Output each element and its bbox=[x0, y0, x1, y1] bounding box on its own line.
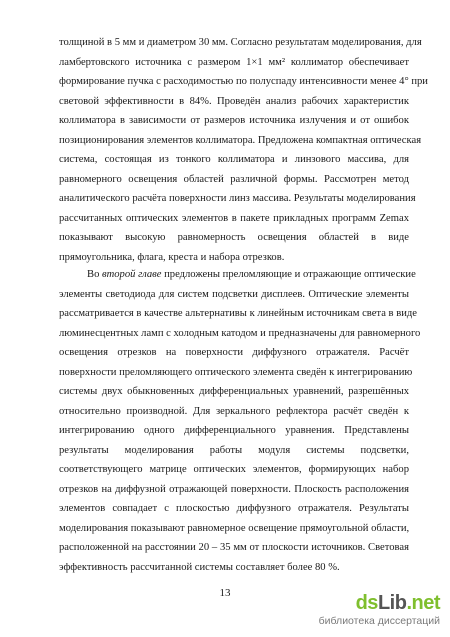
watermark-logo[interactable] bbox=[356, 592, 440, 615]
text-line: формирование пучка с расходимостью по полуспаду интенсивности менее 4° при bbox=[59, 76, 428, 87]
text-line: элементы светодиода для систем подсветки дисплеев. Оптические элементы bbox=[59, 288, 409, 300]
text-line: коллиматора в зависимости от размеров источника излучения и от ошибок bbox=[59, 115, 409, 126]
italic-run: второй главе bbox=[102, 269, 162, 280]
paragraph-1 bbox=[59, 33, 428, 267]
text-line: аналитического расчёта поверхности линз массива. Результаты моделирования bbox=[59, 193, 416, 204]
text-line: люминесцентных ламп с холодным катодом и предназначены для равномерного bbox=[59, 327, 421, 339]
text-line: освещения отрезков на поверхности диффузного отражателя. Расчёт bbox=[59, 347, 409, 358]
text-line: интегрированию одного дифференциального уравнения. Представлены bbox=[59, 425, 409, 436]
text-line-first bbox=[59, 265, 416, 285]
text-line: результаты моделирования работы модуля системы подсветки, bbox=[59, 444, 409, 456]
text-line: поверхности преломляющего оптического элемента сведён к интегрированию bbox=[59, 366, 413, 378]
text-line: рассматривается в качестве альтернативы к линейным источникам света в виде bbox=[59, 308, 417, 319]
text-line: толщиной в 5 мм и диаметром 30 мм. Согласно результатам моделирования, для bbox=[59, 37, 422, 48]
logo-lib: Lib bbox=[377, 592, 407, 614]
logo-ds: ds bbox=[355, 592, 378, 614]
watermark-subtitle: библиотека диссертаций bbox=[318, 615, 440, 627]
text-line: моделирования показывают равномерное освещение прямоугольной области, bbox=[59, 522, 410, 534]
text-line: относительно производной. Для зеркального рефлектора расчёт сведён к bbox=[59, 405, 409, 417]
text-run: предложены преломляющие и отражающие оптические bbox=[161, 269, 416, 280]
text-line: элементов совпадает с плоскостью диффузного отражателя. Результаты bbox=[59, 503, 409, 514]
text-line: отрезков на диффузной отражающей поверхности. Плоскость расположения bbox=[59, 483, 409, 495]
text-line: расположенной на расстоянии 20 – 35 мм от плоскости источников. Световая bbox=[59, 542, 409, 553]
text-line: показывают высокую равномерность освещения областей в виде bbox=[59, 232, 409, 243]
text-line: соответствующего матрице оптических элементов, формирующих набор bbox=[59, 464, 409, 475]
text-line: световой эффективности в 84%. Проведён анализ рабочих характеристик bbox=[59, 95, 409, 107]
text-line: рассчитанных оптических элементов в пакете прикладных программ Zemax bbox=[59, 212, 409, 224]
page-number: 13 bbox=[219, 587, 231, 599]
text-line: система, состоящая из тонкого коллиматора и линзового массива, для bbox=[59, 154, 409, 165]
text-line: равномерного освещения областей различной формы. Рассмотрен метод bbox=[59, 173, 409, 185]
text-line: эффективность рассчитанной системы составляет более 80 %. bbox=[59, 561, 340, 573]
text-line: системы двух обыкновенных дифференциальных уравнений, разрешённых bbox=[59, 386, 409, 397]
text-line: прямоугольника, флага, креста и набора отрезков. bbox=[59, 251, 285, 263]
logo-net: .net bbox=[406, 592, 440, 614]
text-line: ламбертовского источника с размером 1×1 мм² коллиматор обеспечивает bbox=[59, 56, 409, 68]
text-line: позиционирования элементов коллиматора. Предложена компактная оптическая bbox=[59, 134, 422, 146]
paragraph-2 bbox=[59, 265, 421, 577]
text-run: Во bbox=[87, 269, 103, 280]
